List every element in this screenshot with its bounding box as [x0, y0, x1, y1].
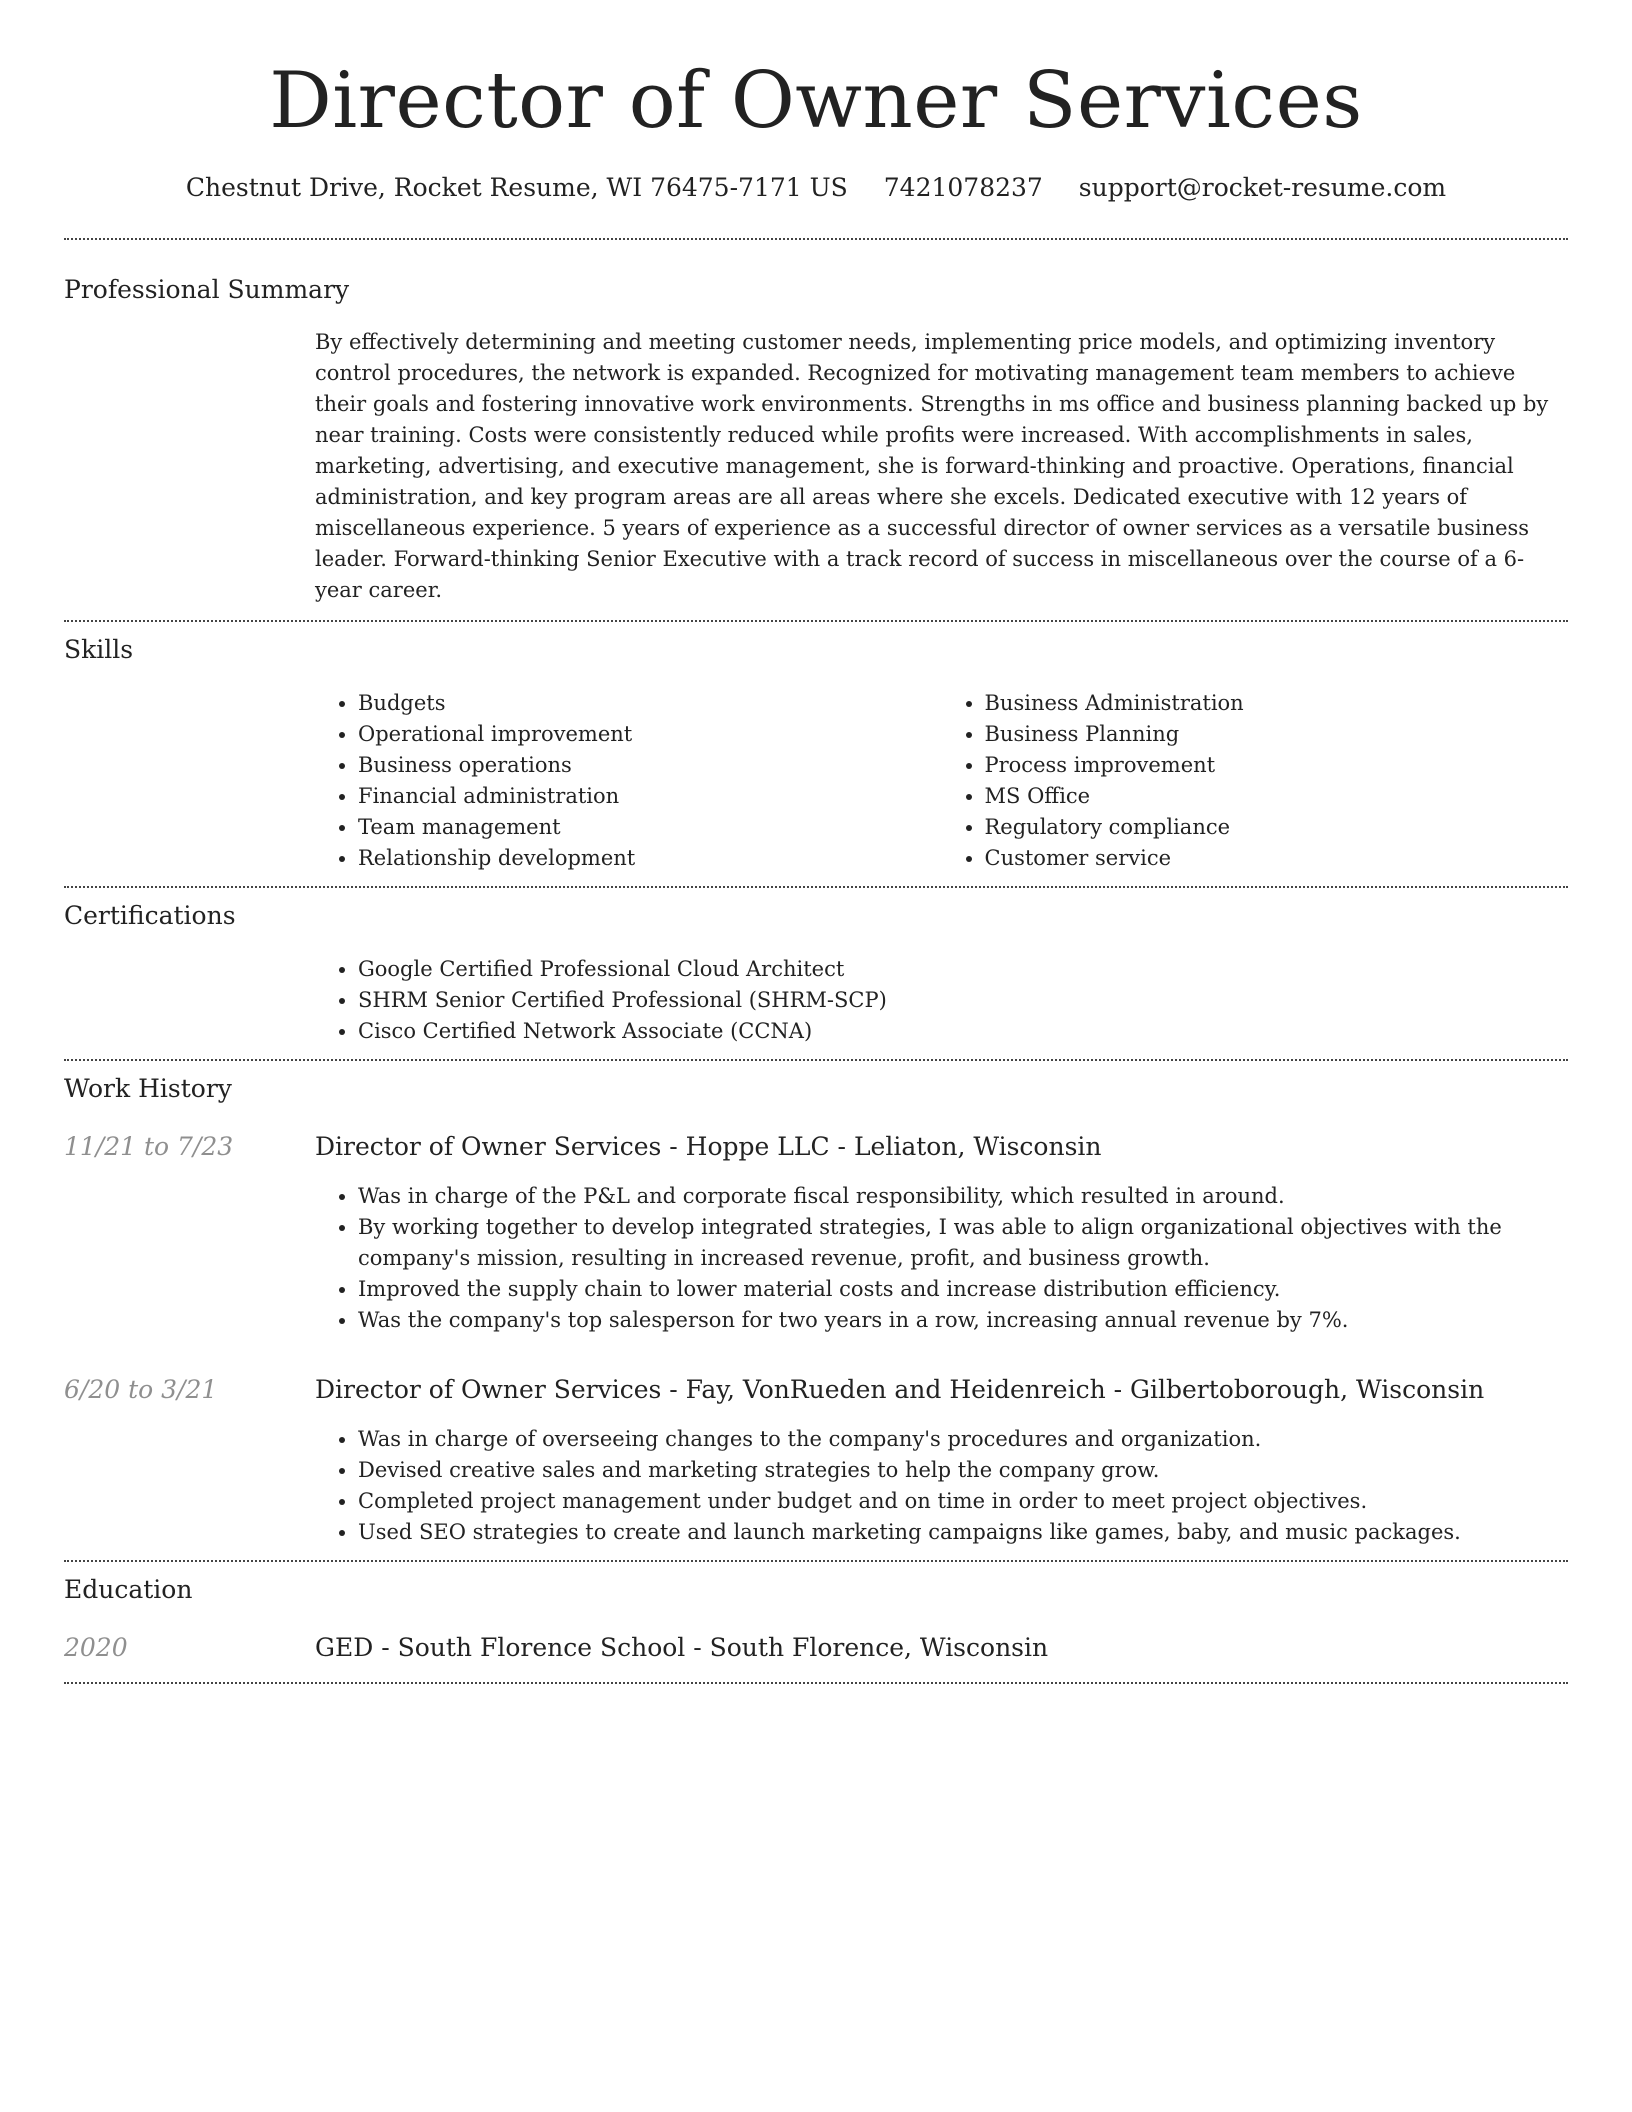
- job-entry: [64, 1131, 1568, 1336]
- certification-item: • Cisco Certified Network Associate (CCNA): [358, 1016, 1568, 1047]
- divider: [64, 1682, 1568, 1684]
- skill-item: • Business Planning: [985, 719, 1569, 750]
- skill-item: • Budgets: [358, 688, 942, 719]
- skills-heading: Skills: [64, 635, 134, 664]
- job-bullet: • Improved the supply chain to lower material costs and increase distribution efficiency.: [358, 1274, 1568, 1305]
- phone: 7421078237: [883, 173, 1043, 202]
- certifications-list: [315, 954, 1568, 1047]
- skill-item: • Customer service: [985, 843, 1569, 874]
- job-bullet: • Devised creative sales and marketing strategies to help the company grow.: [358, 1455, 1568, 1486]
- skill-item: • MS Office: [985, 781, 1569, 812]
- work-history-heading: Work History: [64, 1074, 232, 1103]
- skill-item: • Operational improvement: [358, 719, 942, 750]
- job-dates: 11/21 to 7/23: [64, 1132, 234, 1161]
- skill-item: • Process improvement: [985, 750, 1569, 781]
- job-dates: 6/20 to 3/21: [64, 1375, 218, 1404]
- education-year: 2020: [64, 1633, 128, 1662]
- summary-section: [64, 240, 1568, 620]
- job-bullets: [315, 1424, 1568, 1548]
- skill-item: • Business operations: [358, 750, 942, 781]
- job-bullet: • Was the company's top salesperson for two years in a row, increasing annual revenue by 7%.: [358, 1305, 1568, 1336]
- education-heading-line: GED - South Florence School - South Florence, Wisconsin: [315, 1633, 1049, 1662]
- skill-item: • Relationship development: [358, 843, 942, 874]
- skills-list-left: [315, 688, 942, 874]
- job-bullet: • Was in charge of the P&L and corporate fiscal responsibility, which resulted in around.: [358, 1181, 1568, 1212]
- job-bullet: • By working together to develop integrated strategies, I was able to align organizational objectives with the company's mission, resulting in increased revenue, profit, and business growth.: [358, 1212, 1568, 1274]
- resume-title: Director of Owner Services: [269, 56, 1363, 146]
- certifications-section: [64, 888, 1568, 1059]
- education-entry: [64, 1632, 1568, 1664]
- certification-item: • Google Certified Professional Cloud Architect: [358, 954, 1568, 985]
- skill-item: • Business Administration: [985, 688, 1569, 719]
- certifications-heading: Certifications: [64, 901, 236, 930]
- contact-line: [64, 172, 1568, 204]
- job-bullet: • Was in charge of overseeing changes to the company's procedures and organization.: [358, 1424, 1568, 1455]
- skill-item: • Regulatory compliance: [985, 812, 1569, 843]
- job-bullet: • Completed project management under budget and on time in order to meet project objectives.: [358, 1486, 1568, 1517]
- address: Chestnut Drive, Rocket Resume, WI 76475-7171 US: [185, 173, 848, 202]
- education-heading: Education: [64, 1575, 193, 1604]
- summary-text: By effectively determining and meeting customer needs, implementing price models, and optimizing inventory control procedures, the network is expanded. Recognized for motivating management team members to achieve their goals and fostering innovative work environments. Strengths in ms office and business planning backed up by near training. Costs were consistently reduced while profits were increased. With accomplishments in sales, marketing, advertising, and executive management, she is forward-thinking and proactive. Operations, financial administration, and key program areas are all areas where she excels. Dedicated executive with 12 years of miscellaneous experience. 5 years of experience as a successful director of owner services as a versatile business leader. Forward-thinking Senior Executive with a track record of success in miscellaneous over the course of a 6-year career.: [315, 330, 1549, 602]
- skill-item: • Financial administration: [358, 781, 942, 812]
- certification-item: • SHRM Senior Certified Professional (SHRM-SCP): [358, 985, 1568, 1016]
- job-bullets: [315, 1181, 1568, 1336]
- summary-heading: Professional Summary: [64, 275, 350, 304]
- job-heading: Director of Owner Services - Hoppe LLC - Leliaton, Wisconsin: [315, 1132, 1102, 1161]
- job-heading: Director of Owner Services - Fay, VonRueden and Heidenreich - Gilbertoborough, Wisconsin: [315, 1375, 1485, 1404]
- education-section: [64, 1562, 1568, 1682]
- resume-page: [64, 0, 1568, 1684]
- job-bullet: • Used SEO strategies to create and launch marketing campaigns like games, baby, and music packages.: [358, 1517, 1568, 1548]
- skills-list-right: [942, 688, 1569, 874]
- job-entry: [64, 1374, 1568, 1548]
- email: support@rocket-resume.com: [1078, 173, 1447, 202]
- skills-section: [64, 622, 1568, 886]
- work-history-section: [64, 1061, 1568, 1560]
- skill-item: • Team management: [358, 812, 942, 843]
